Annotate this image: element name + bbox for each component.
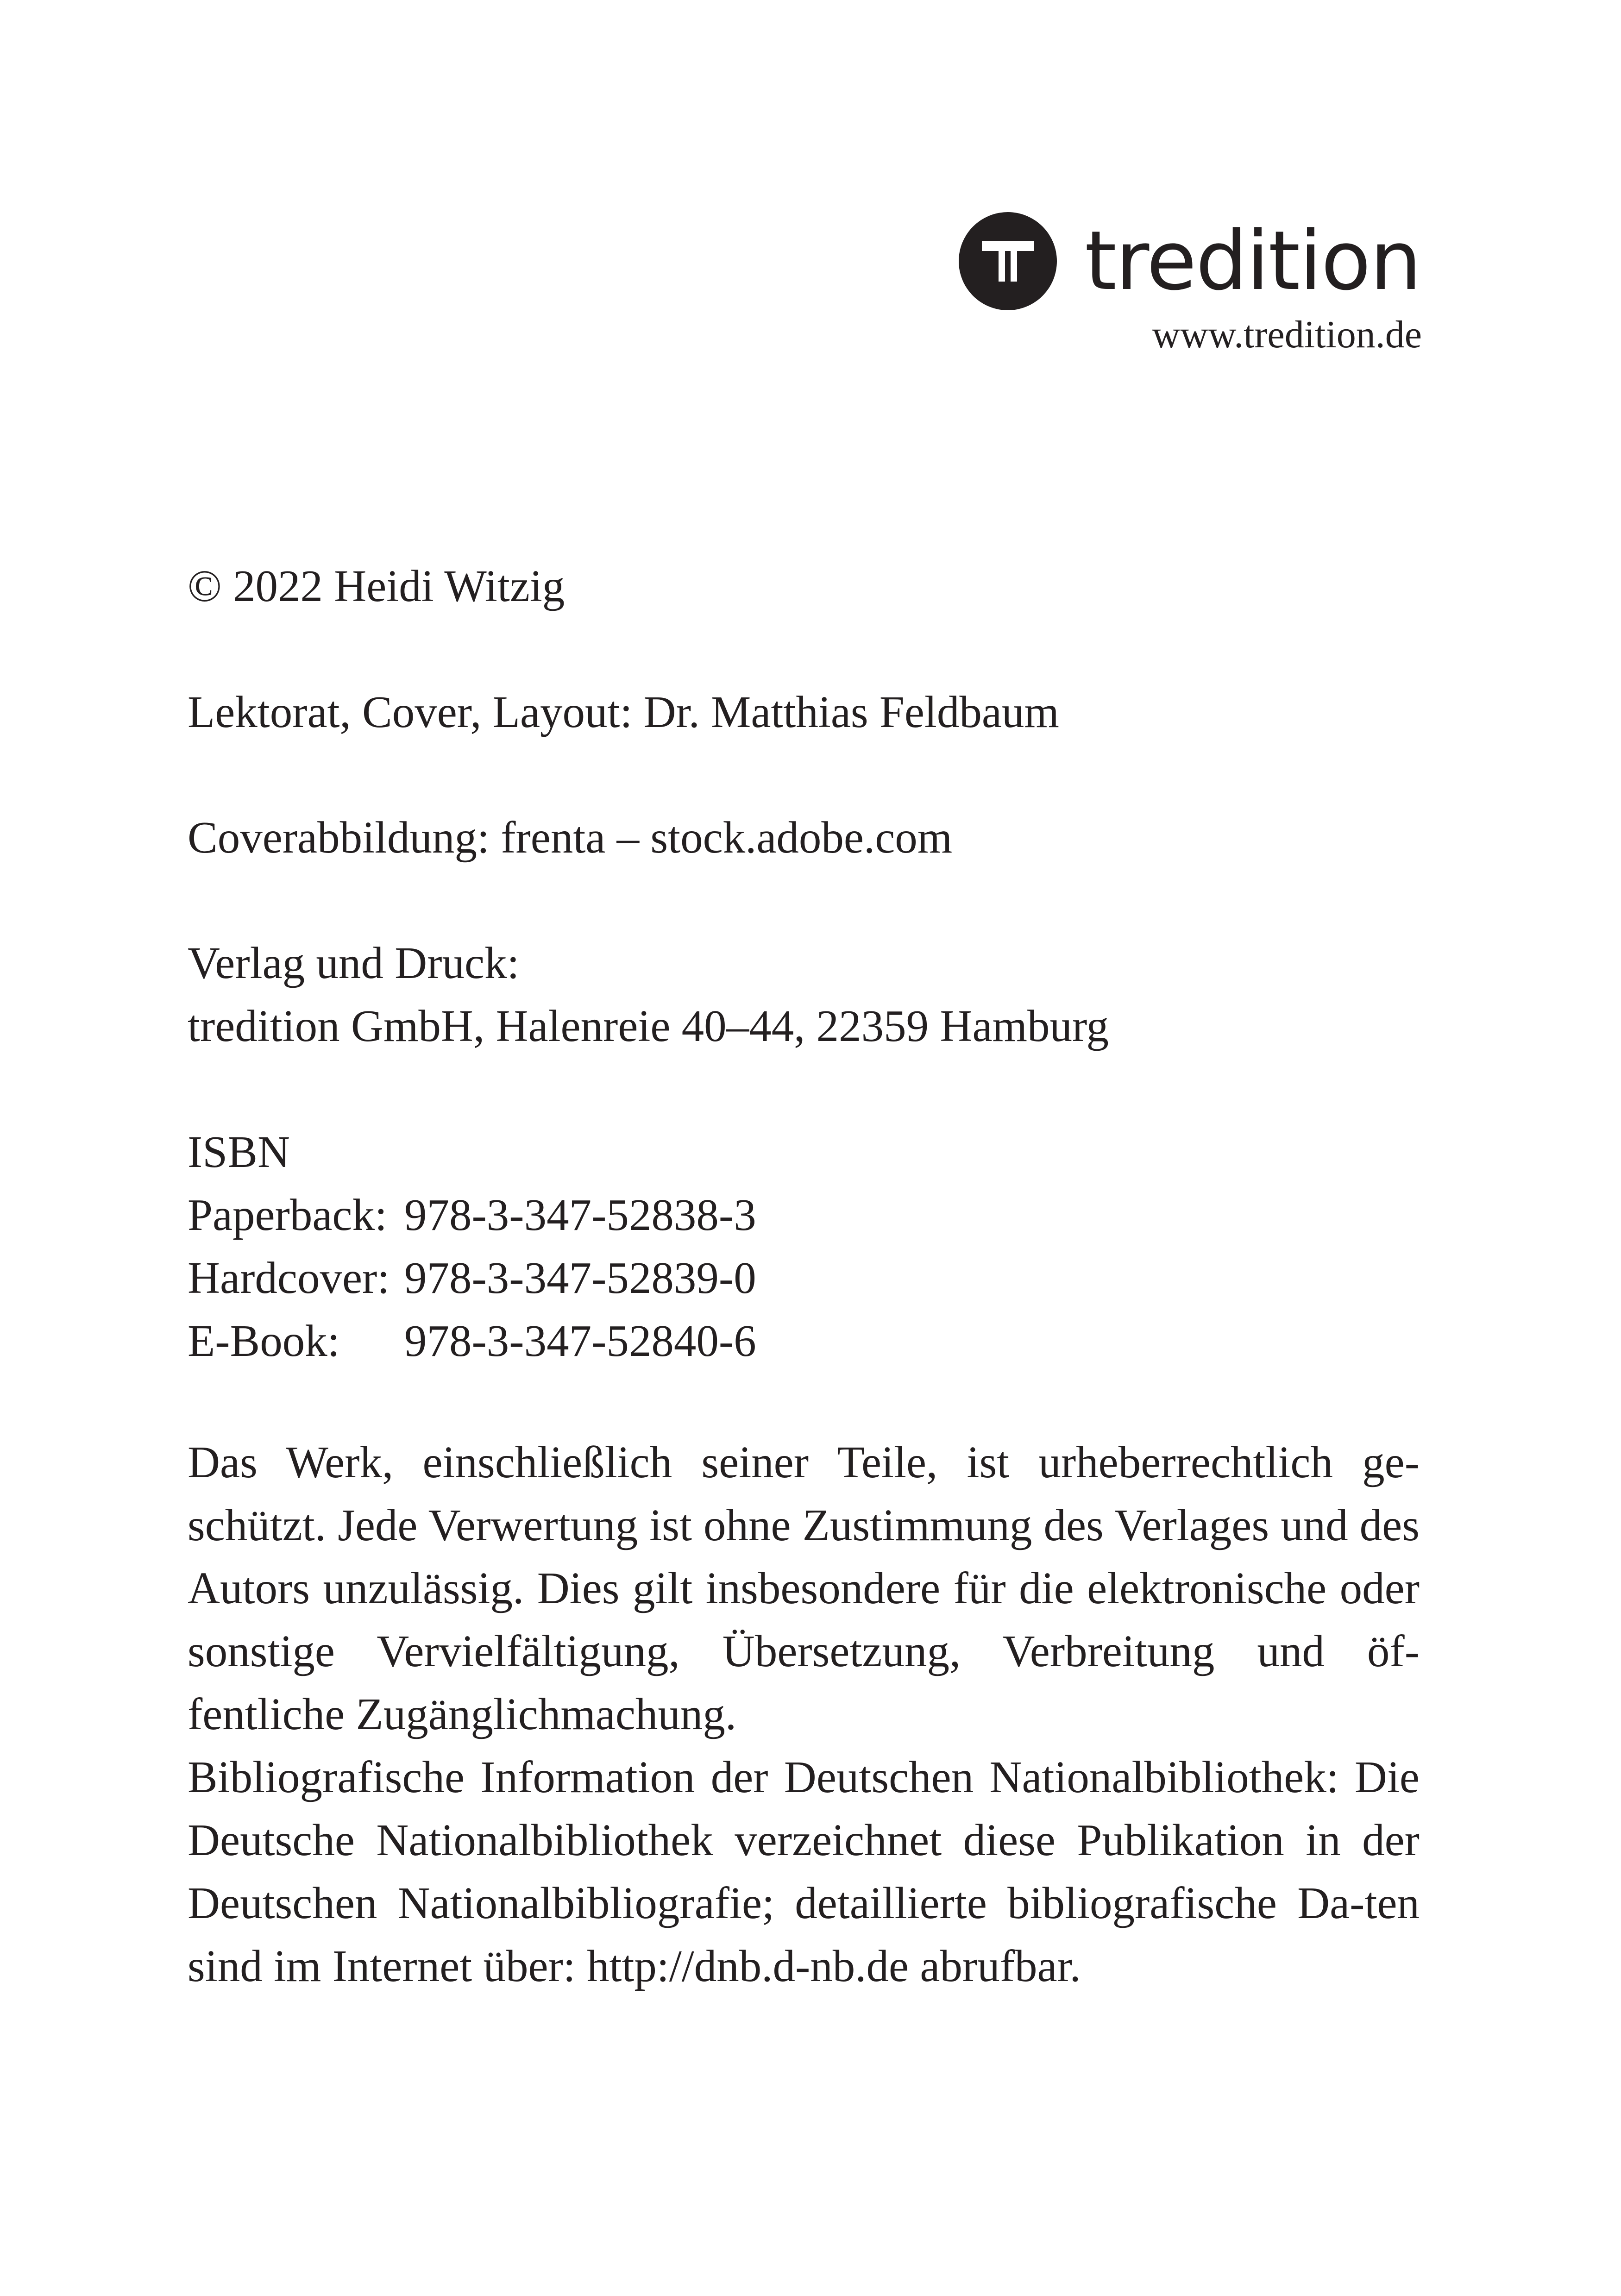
isbn-row-paperback: [188, 1184, 756, 1247]
credits-line: Lektorat, Cover, Layout: Dr. Matthias Feldbaum: [188, 687, 1059, 737]
copyright-line: © 2022 Heidi Witzig: [188, 561, 565, 611]
isbn-label: Paperback:: [188, 1190, 387, 1240]
isbn-number: 978-3-347-52840-6: [404, 1316, 756, 1366]
cover-image-credit: Coverabbildung: frenta – stock.adobe.com: [188, 813, 953, 862]
isbn-row-ebook: [188, 1310, 756, 1373]
isbn-row-hardcover: [188, 1247, 756, 1310]
bibliographic-notice: Bibliografische Information der Deutschen Nationalbibliothek: Die Deutsche Nationalbibliothek verzeichnet diese Publikation in der Deutschen Nationalbibliografie; detaillierte bibliografische Da-ten sind im Internet über: http://dnb.d-nb.de abrufbar.: [188, 1752, 1420, 1991]
publisher-website: www.tredition.de: [1152, 313, 1422, 356]
publisher-heading: Verlag und Druck:: [188, 938, 520, 988]
publisher-logo: [959, 212, 1422, 314]
publisher-address: tredition GmbH, Halenreie 40–44, 22359 Hamburg: [188, 1001, 1109, 1051]
copyright-notice: Das Werk, einschließlich seiner Teile, ist urheberrechtlich ge-schützt. Jede Verwertung ist ohne Zustimmung des Verlages und des Autors unzulässig. Dies gilt insbesondere für die elektronische oder sonstige Vervielfältigung, Übersetzung, Verbreitung und öf-fentliche Zugänglichmachung.: [188, 1437, 1420, 1739]
publisher-name: tredition: [1085, 213, 1421, 308]
isbn-number: 978-3-347-52839-0: [404, 1253, 756, 1303]
tredition-logo-icon: [959, 212, 1057, 310]
isbn-label: E-Book:: [188, 1316, 340, 1366]
isbn-number: 978-3-347-52838-3: [404, 1190, 756, 1240]
isbn-label: Hardcover:: [188, 1253, 390, 1303]
legal-notice: [188, 1431, 1420, 1998]
isbn-heading: ISBN: [188, 1127, 290, 1177]
